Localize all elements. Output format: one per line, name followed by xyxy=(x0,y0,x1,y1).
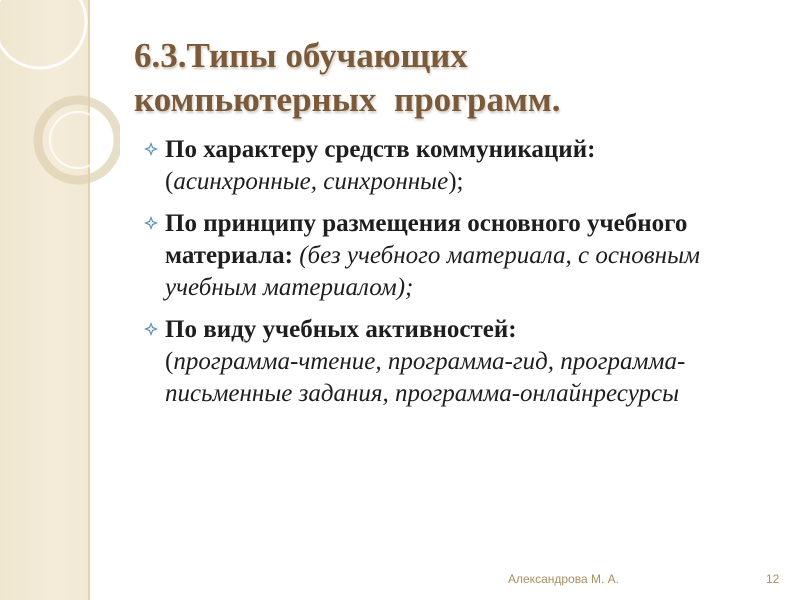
list-item xyxy=(143,208,773,304)
bullet-detail-open: ( xyxy=(165,348,174,375)
bullet-detail: асинхронные, синхронные xyxy=(173,168,449,195)
bullet-lead: По виду учебных активностей: xyxy=(165,316,517,343)
title-line-1: 6.3.Типы обучающих xyxy=(134,36,468,75)
bullet-detail: (без учебного материала, с основным учебным материалом); xyxy=(165,242,700,301)
footer-author: Александрова М. А. xyxy=(508,572,619,586)
bullet-list xyxy=(143,134,773,420)
list-item xyxy=(143,314,773,410)
diamond-bullet-icon xyxy=(143,321,159,337)
bullet-lead: По характеру средств коммуникаций: xyxy=(165,136,596,163)
diamond-bullet-icon xyxy=(143,215,159,231)
bullet-detail: программа-чтение, программа-гид, программа-письменные задания, программа-онлайнресурсы xyxy=(165,348,686,407)
list-item xyxy=(143,134,773,198)
page-number: 12 xyxy=(766,572,780,586)
bullet-detail-open: ( xyxy=(165,168,174,195)
decorative-circles-icon xyxy=(0,0,120,220)
page-title xyxy=(134,34,694,122)
diamond-bullet-icon xyxy=(143,141,159,157)
title-line-2: компьютерных программ. xyxy=(134,80,561,119)
bullet-detail-close: ); xyxy=(448,168,464,195)
bullet-lead: По принципу размещения основного учебного материала: xyxy=(165,210,688,269)
